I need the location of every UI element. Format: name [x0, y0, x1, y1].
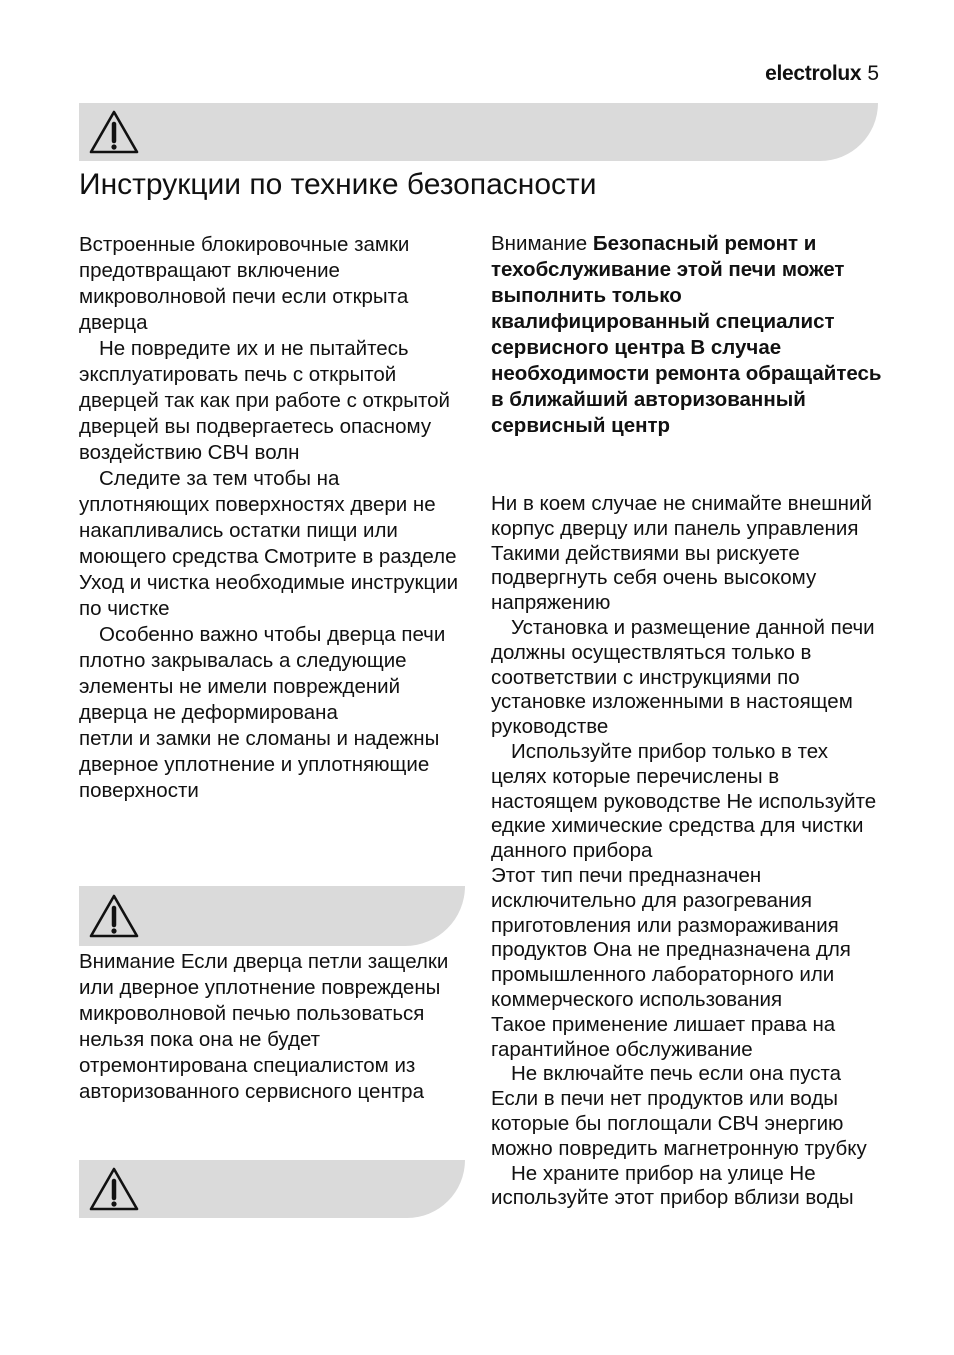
paragraph-purpose: Этот тип печи предназначен исключительно для разогревания приготовления или размораживания продуктов Она не предназначена для промышленного лабораторного или коммерческого использования [491, 863, 851, 1011]
paragraph-seal-cleaning: Следите за тем чтобы на уплотняющих поверхностях двери не накапливались остатки пищи или моющего средства Смотрите в разделе Уход и чистка необходимые инструкции по чистке [79, 467, 459, 620]
warning-banner-left [79, 886, 465, 946]
paragraph-door-closing: Особенно важно чтобы дверца печи плотно закрывалась а следующие элементы не имели повреждений [79, 623, 446, 698]
left-warning-block [79, 949, 471, 1105]
paragraph-empty-oven: Не включайте печь если она пуста [511, 1062, 842, 1086]
warning-triangle-icon [87, 892, 141, 940]
paragraph-installation: Установка и размещение данной печи должны осуществляться только в соответствии с инструкциями по установке изложенными в настоящем руководстве [491, 615, 875, 739]
page-header [765, 62, 879, 86]
warning-bold-text: Безопасный ремонт и техобслуживание этой печи может выполнить только квалифицированный специалист сервисного центра В случае необходимости ремонта обращайтесь в ближайший авторизованный сервисный центр [491, 232, 882, 437]
paragraph-warranty: Такое применение лишает права на гарантийное обслуживание [491, 1012, 836, 1061]
warning-label: Внимание [491, 232, 588, 255]
warning-triangle-icon [87, 108, 141, 156]
left-column [79, 232, 471, 804]
paragraph-interlocks: Встроенные блокировочные замки предотвращают включение микроволновой печи если открыта дверца [79, 233, 410, 334]
warning-banner-top [79, 103, 878, 161]
left-warning-text [79, 949, 471, 1105]
page-number: 5 [867, 62, 879, 85]
paragraph-intended-use: Используйте прибор только в тех целях которые перечислены в настоящем руководстве Не используйте едкие химические средства для чистки данного прибора [491, 739, 877, 863]
paragraph-magnetron: Если в печи нет продуктов или воды которые бы поглощали СВЧ энергию можно повредить магнетронную трубку [491, 1087, 867, 1160]
right-warning-block [491, 231, 883, 439]
warning-label: Внимание [79, 950, 176, 973]
paragraph-casing: Ни в коем случае не снимайте внешний корпус дверцу или панель управления Такими действиями вы рискуете подвергнуть себя очень высокому напряжению [491, 492, 872, 615]
paragraph-do-not-damage: Не повредите их и не пытайтесь эксплуатировать печь с открытой дверцей так как при работе с открытой дверцей вы подвергаетесь опасному воздействию СВЧ волн [79, 337, 450, 464]
warning-triangle-icon [87, 1165, 141, 1213]
door-item-2: петли и замки не сломаны и надежны [79, 727, 440, 750]
warning-banner-bottom [79, 1160, 465, 1218]
page-title: Инструкции по технике безопасности [79, 168, 597, 201]
right-column [491, 492, 883, 1211]
door-item-1: дверца не деформирована [79, 701, 338, 724]
paragraph-outdoor: Не храните прибор на улице Не используйте этот прибор вблизи воды [491, 1161, 854, 1210]
right-warning-text [491, 231, 883, 439]
door-item-3: дверное уплотнение и уплотняющие поверхности [79, 753, 430, 802]
brand-name: electrolux [765, 62, 862, 85]
warning-body: Если дверца петли защелки или дверное уплотнение повреждены микроволновой печью пользоваться нельзя пока она не будет отремонтирована специалистом из авторизованного сервисного центра [79, 950, 449, 1103]
